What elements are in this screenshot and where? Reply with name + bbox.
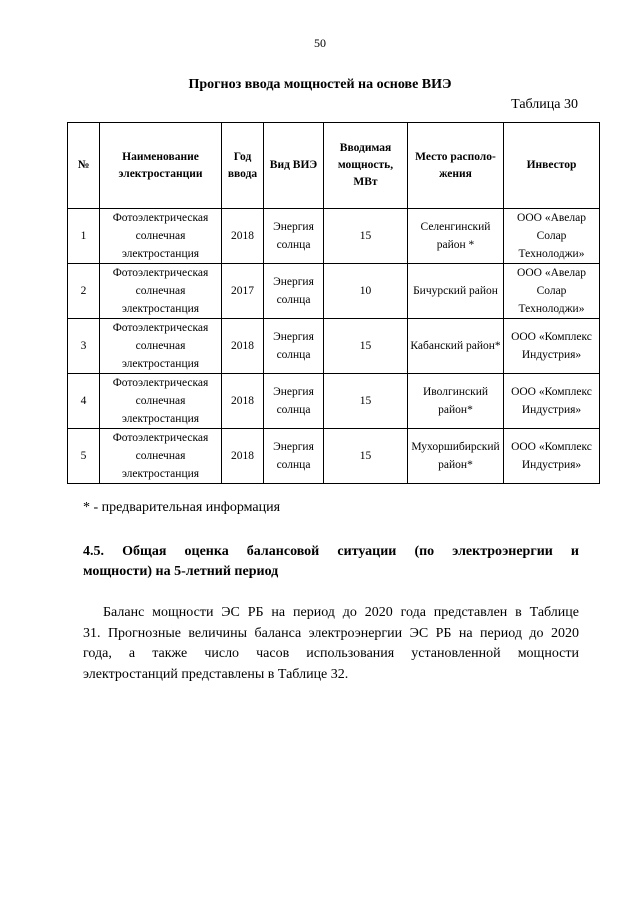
cell-power: 15 — [324, 209, 408, 264]
cell-num: 3 — [68, 319, 100, 374]
cell-name: Фотоэлектрическая солнечная электростанция — [100, 319, 222, 374]
header-year: Год ввода — [222, 123, 264, 209]
cell-place: Иволгинский район* — [408, 374, 504, 429]
cell-power: 15 — [324, 429, 408, 484]
header-investor: Инвестор — [504, 123, 600, 209]
cell-investor: ООО «Комплекс Индустрия» — [504, 319, 600, 374]
table-row — [68, 374, 600, 429]
cell-num: 1 — [68, 209, 100, 264]
header-type: Вид ВИЭ — [264, 123, 324, 209]
cell-num: 2 — [68, 264, 100, 319]
header-name: Наименование электростанции — [100, 123, 222, 209]
cell-type: Энергия солнца — [264, 374, 324, 429]
table-row — [68, 429, 600, 484]
cell-investor: ООО «Авелар Солар Технолоджи» — [504, 209, 600, 264]
cell-year: 2018 — [222, 374, 264, 429]
cell-investor: ООО «Комплекс Индустрия» — [504, 374, 600, 429]
cell-type: Энергия солнца — [264, 264, 324, 319]
cell-type: Энергия солнца — [264, 319, 324, 374]
footnote: * - предварительная информация — [83, 500, 281, 515]
cell-investor: ООО «Комплекс Индустрия» — [504, 429, 600, 484]
cell-type: Энергия солнца — [264, 429, 324, 484]
cell-place: Бичурский район — [408, 264, 504, 319]
cell-year: 2018 — [222, 319, 264, 374]
paragraph-line: 31. Прогнозные величины баланса электроэнергии ЭС РБ на период до 2020 — [83, 625, 579, 641]
paragraph-line: года, а также число часов использования установленной мощности — [83, 646, 579, 661]
cell-power: 15 — [324, 374, 408, 429]
cell-year: 2018 — [222, 209, 264, 264]
section-heading-line: мощности) на 5-летний период — [83, 564, 279, 579]
cell-name: Фотоэлектрическая солнечная электростанция — [100, 264, 222, 319]
table-row — [68, 319, 600, 374]
header-place: Место располо-жения — [408, 123, 504, 209]
cell-name: Фотоэлектрическая солнечная электростанция — [100, 429, 222, 484]
table-title: Прогноз ввода мощностей на основе ВИЭ — [188, 77, 452, 92]
section-heading — [83, 542, 579, 582]
table-row — [68, 209, 600, 264]
table-row — [68, 264, 600, 319]
table-label: Таблица 30 — [511, 97, 578, 112]
paragraph-line: Баланс мощности ЭС РБ на период до 2020 года представлен в Таблице — [103, 605, 579, 620]
cell-power: 10 — [324, 264, 408, 319]
cell-name: Фотоэлектрическая солнечная электростанция — [100, 374, 222, 429]
cell-place: Мухоршибирский район* — [408, 429, 504, 484]
table-header-row — [68, 123, 600, 209]
header-num: № — [68, 123, 100, 209]
cell-year: 2018 — [222, 429, 264, 484]
cell-type: Энергия солнца — [264, 209, 324, 264]
cell-year: 2017 — [222, 264, 264, 319]
paragraph-line: электростанций представлены в Таблице 32. — [83, 666, 349, 682]
body-paragraph — [83, 603, 579, 685]
section-heading-line: 4.5. Общая оценка балансовой ситуации (по электроэнергии и — [83, 544, 579, 559]
cell-name: Фотоэлектрическая солнечная электростанция — [100, 209, 222, 264]
cell-power: 15 — [324, 319, 408, 374]
cell-num: 5 — [68, 429, 100, 484]
header-power: Вводимая мощность, МВт — [324, 123, 408, 209]
cell-place: Селенгинский район * — [408, 209, 504, 264]
cell-num: 4 — [68, 374, 100, 429]
page-number: 50 — [314, 36, 326, 50]
cell-investor: ООО «Авелар Солар Технолоджи» — [504, 264, 600, 319]
cell-place: Кабанский район* — [408, 319, 504, 374]
res-capacity-table — [67, 122, 600, 484]
